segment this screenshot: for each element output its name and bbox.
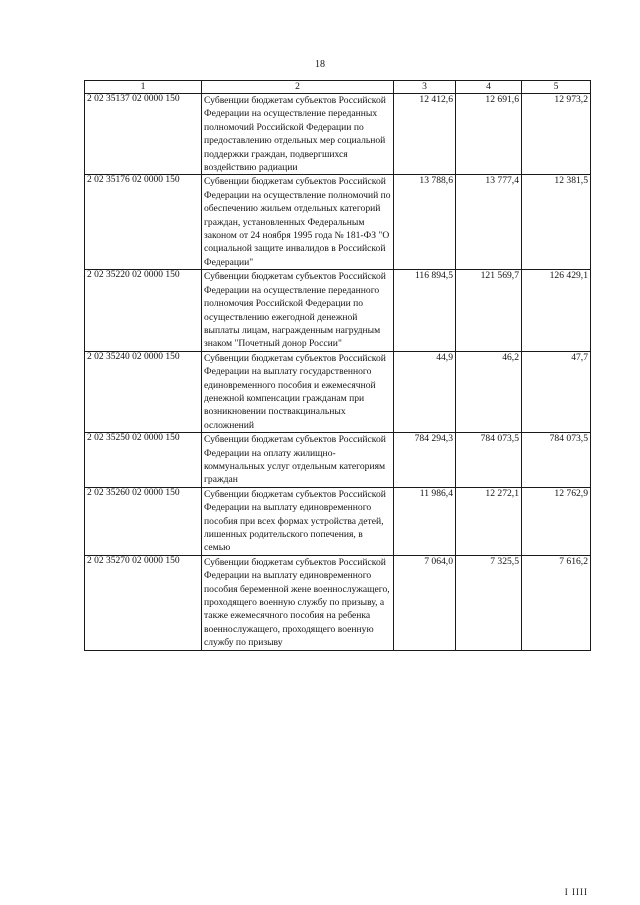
amount-col4: 12 691,6 bbox=[456, 94, 522, 175]
amount-col5: 12 381,5 bbox=[522, 175, 591, 270]
amount-col3: 13 788,6 bbox=[394, 175, 456, 270]
amount-col5: 784 073,5 bbox=[522, 433, 591, 488]
amount-col3: 784 294,3 bbox=[394, 433, 456, 488]
amount-col4: 7 325,5 bbox=[456, 555, 522, 650]
amount-col4: 784 073,5 bbox=[456, 433, 522, 488]
column-header-4: 4 bbox=[456, 81, 522, 94]
revenue-name: Субвенции бюджетам субъектов Российской Федерации на осуществление переданных полномочий Российской Федерации по предоставлению отдельных мер социальной поддержки граждан, подвергшихся воздействию радиации bbox=[202, 94, 394, 175]
revenue-name: Субвенции бюджетам субъектов Российской Федерации на выплату государственного единовременного пособия и ежемесячной денежной компенсации гражданам при возникновении поствакцинальных осложнений bbox=[202, 351, 394, 432]
amount-col4: 12 272,1 bbox=[456, 487, 522, 555]
column-header-1: 1 bbox=[85, 81, 202, 94]
budget-code: 2 02 35250 02 0000 150 bbox=[85, 433, 202, 488]
budget-code: 2 02 35137 02 0000 150 bbox=[85, 94, 202, 175]
amount-col3: 7 064,0 bbox=[394, 555, 456, 650]
amount-col4: 46,2 bbox=[456, 351, 522, 432]
amount-col3: 44,9 bbox=[394, 351, 456, 432]
amount-col3: 11 986,4 bbox=[394, 487, 456, 555]
revenue-name: Субвенции бюджетам субъектов Российской Федерации на осуществление переданного полномочия Российской Федерации по осуществлению ежегодной денежной выплаты лицам, награжденным нагрудным знаком "Почетный донор России" bbox=[202, 270, 394, 351]
amount-col5: 12 762,9 bbox=[522, 487, 591, 555]
amount-col5: 47,7 bbox=[522, 351, 591, 432]
amount-col4: 121 569,7 bbox=[456, 270, 522, 351]
table-row bbox=[85, 487, 591, 555]
table-row bbox=[85, 555, 591, 650]
budget-code: 2 02 35270 02 0000 150 bbox=[85, 555, 202, 650]
footer-scan-mark: I IIII bbox=[564, 887, 588, 897]
column-header-2: 2 bbox=[202, 81, 394, 94]
page-number: 18 bbox=[315, 59, 325, 70]
column-header-3: 3 bbox=[394, 81, 456, 94]
budget-code: 2 02 35176 02 0000 150 bbox=[85, 175, 202, 270]
column-header-5: 5 bbox=[522, 81, 591, 94]
amount-col5: 12 973,2 bbox=[522, 94, 591, 175]
table-row bbox=[85, 270, 591, 351]
amount-col5: 126 429,1 bbox=[522, 270, 591, 351]
amount-col4: 13 777,4 bbox=[456, 175, 522, 270]
header-row bbox=[85, 81, 591, 94]
table-row bbox=[85, 175, 591, 270]
budget-code: 2 02 35240 02 0000 150 bbox=[85, 351, 202, 432]
revenue-name: Субвенции бюджетам субъектов Российской Федерации на осуществление полномочий по обеспечению жильем отдельных категорий граждан, установленных Федеральным законом от 24 ноября 1995 года № 181-ФЗ "О социальной защите инвалидов в Российской Федерации" bbox=[202, 175, 394, 270]
table-row bbox=[85, 94, 591, 175]
amount-col3: 116 894,5 bbox=[394, 270, 456, 351]
budget-code: 2 02 35220 02 0000 150 bbox=[85, 270, 202, 351]
budget-code: 2 02 35260 02 0000 150 bbox=[85, 487, 202, 555]
amount-col5: 7 616,2 bbox=[522, 555, 591, 650]
revenue-name: Субвенции бюджетам субъектов Российской Федерации на выплату единовременного пособия беременной жене военнослужащего, проходящего военную службу по призыву, а также ежемесячного пособия на ребенка военнослужащего, проходящего военную службу по призыву bbox=[202, 555, 394, 650]
amount-col3: 12 412,6 bbox=[394, 94, 456, 175]
budget-table bbox=[84, 80, 591, 651]
revenue-name: Субвенции бюджетам субъектов Российской Федерации на оплату жилищно-коммунальных услуг отдельным категориям граждан bbox=[202, 433, 394, 488]
table-row bbox=[85, 433, 591, 488]
table-row bbox=[85, 351, 591, 432]
revenue-name: Субвенции бюджетам субъектов Российской Федерации на выплату единовременного пособия при всех формах устройства детей, лишенных родительского попечения, в семью bbox=[202, 487, 394, 555]
